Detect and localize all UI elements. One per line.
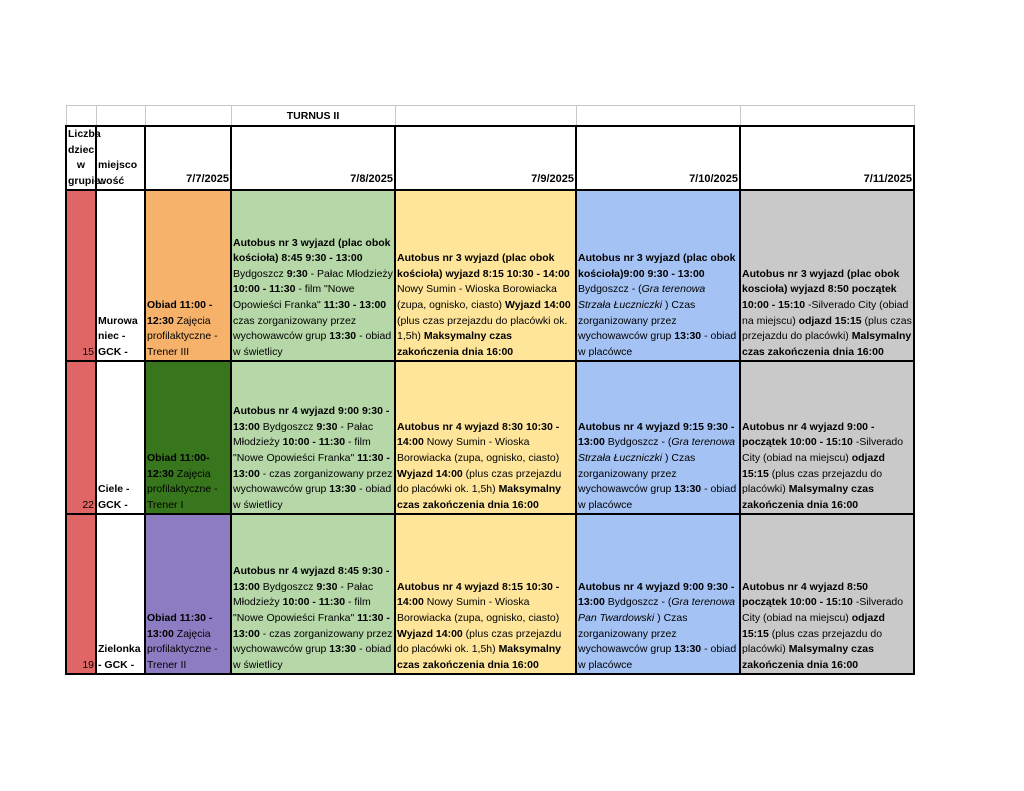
empty-cell [395,106,576,127]
group-row [66,514,914,674]
day1-cell: Obiad 11:30 - 13:00 Zajęcia profilaktyczne - Trener II [145,514,231,674]
group-row [66,361,914,514]
day2-cell: Autobus nr 3 wyjazd (plac obok kościoła) 8:45 9:30 - 13:00 Bydgoszcz 9:30 - Pałac Młodzieży 10:00 - 11:30 - film "Nowe Opowieści Franka" 11:30 - 13:00 czas zorganizowany przez wychowawców grup 13:30 - obiad w świetlicy [231,190,395,361]
date-header: 7/10/2025 [576,126,740,190]
day5-cell: Autobus nr 4 wyjazd 8:50 początek 10:00 - 15:10 -Silverado City (obiad na miejscu) odjazd 15:15 (plus czas przejazdu do placówki) Malsymalny czas zakończenia dnia 16:00 [740,514,914,674]
date-header: 7/7/2025 [145,126,231,190]
group-count: 19 [66,514,96,674]
group-count: 15 [66,190,96,361]
turnus-row [66,106,914,127]
date-header: 7/11/2025 [740,126,914,190]
group-row [66,190,914,361]
day4-cell: Autobus nr 3 wyjazd (plac obok kościoła)9:00 9:30 - 13:00 Bydgoszcz - (Gra terenowa Strzała Łuczniczki ) Czas zorganizowany przez wychowawców grup 13:30 - obiad w placówce [576,190,740,361]
day1-cell: Obiad 11:00- 12:30 Zajęcia profilaktyczne - Trener I [145,361,231,514]
day3-cell: Autobus nr 4 wyjazd 8:15 10:30 - 14:00 Nowy Sumin - Wioska Borowiacka (zupa, ognisko, ciasto) Wyjazd 14:00 (plus czas przejazdu do placówki ok. 1,5h) Maksymalny czas zakończenia dnia 16:00 [395,514,576,674]
place-header: miejsco wość [96,126,145,190]
day5-cell: Autobus nr 3 wyjazd (plac obok koscioła) wyjazd 8:50 początek 10:00 - 15:10 -Silverado City (obiad na miejscu) odjazd 15:15 (plus czas przejazdu do placówki) Malsymalny czas zakończenia dnia 16:00 [740,190,914,361]
group-place: Ciele - GCK - [96,361,145,514]
group-place: Zielonka - GCK - [96,514,145,674]
day2-cell: Autobus nr 4 wyjazd 8:45 9:30 - 13:00 Bydgoszcz 9:30 - Pałac Młodzieży 10:00 - 11:30 - film "Nowe Opowieści Franka" 11:30 - 13:00 - czas zorganizowany przez wychowawców grup 13:30 - obiad w świetlicy [231,514,395,674]
day5-cell: Autobus nr 4 wyjazd 9:00 - początek 10:00 - 15:10 -Silverado City (obiad na miejscu) odjazd 15:15 (plus czas przejazdu do placówki) Malsymalny czas zakończenia dnia 16:00 [740,361,914,514]
empty-cell [576,106,740,127]
empty-cell [96,106,145,127]
date-header: 7/9/2025 [395,126,576,190]
day3-cell: Autobus nr 4 wyjazd 8:30 10:30 - 14:00 Nowy Sumin - Wioska Borowiacka (zupa, ognisko, ciasto) Wyjazd 14:00 (plus czas przejazdu do placówki ok. 1,5h) Maksymalny czas zakończenia dnia 16:00 [395,361,576,514]
empty-cell [145,106,231,127]
count-header: Liczba dzieci w grupie: [66,126,96,190]
day4-cell: Autobus nr 4 wyjazd 9:15 9:30 - 13:00 Bydgoszcz - (Gra terenowa Strzała Łuczniczki ) Czas zorganizowany przez wychowawców grup 13:30 - obiad w placówce [576,361,740,514]
day2-cell: Autobus nr 4 wyjazd 9:00 9:30 - 13:00 Bydgoszcz 9:30 - Pałac Młodzieży 10:00 - 11:30 - film "Nowe Opowieści Franka" 11:30 - 13:00 - czas zorganizowany przez wychowawców grup 13:30 - obiad w świetlicy [231,361,395,514]
empty-cell [740,106,914,127]
turnus-title: TURNUS II [231,106,395,127]
day3-cell: Autobus nr 3 wyjazd (plac obok kościoła) wyjazd 8:15 10:30 - 14:00 Nowy Sumin - Wioska Borowiacka (zupa, ognisko, ciasto) Wyjazd 14:00 (plus czas przejazdu do placówki ok. 1,5h) Maksymalny czas zakończenia dnia 16:00 [395,190,576,361]
date-header-row [66,126,914,190]
schedule-table [65,105,915,675]
group-count: 22 [66,361,96,514]
day4-cell: Autobus nr 4 wyjazd 9:00 9:30 - 13:00 Bydgoszcz - (Gra terenowa Pan Twardowski ) Czas zorganizowany przez wychowawców grup 13:30 - obiad w placówce [576,514,740,674]
day1-cell: Obiad 11:00 - 12:30 Zajęcia profilaktyczne - Trener III [145,190,231,361]
empty-cell [66,106,96,127]
group-place: Murowa niec - GCK - [96,190,145,361]
date-header: 7/8/2025 [231,126,395,190]
